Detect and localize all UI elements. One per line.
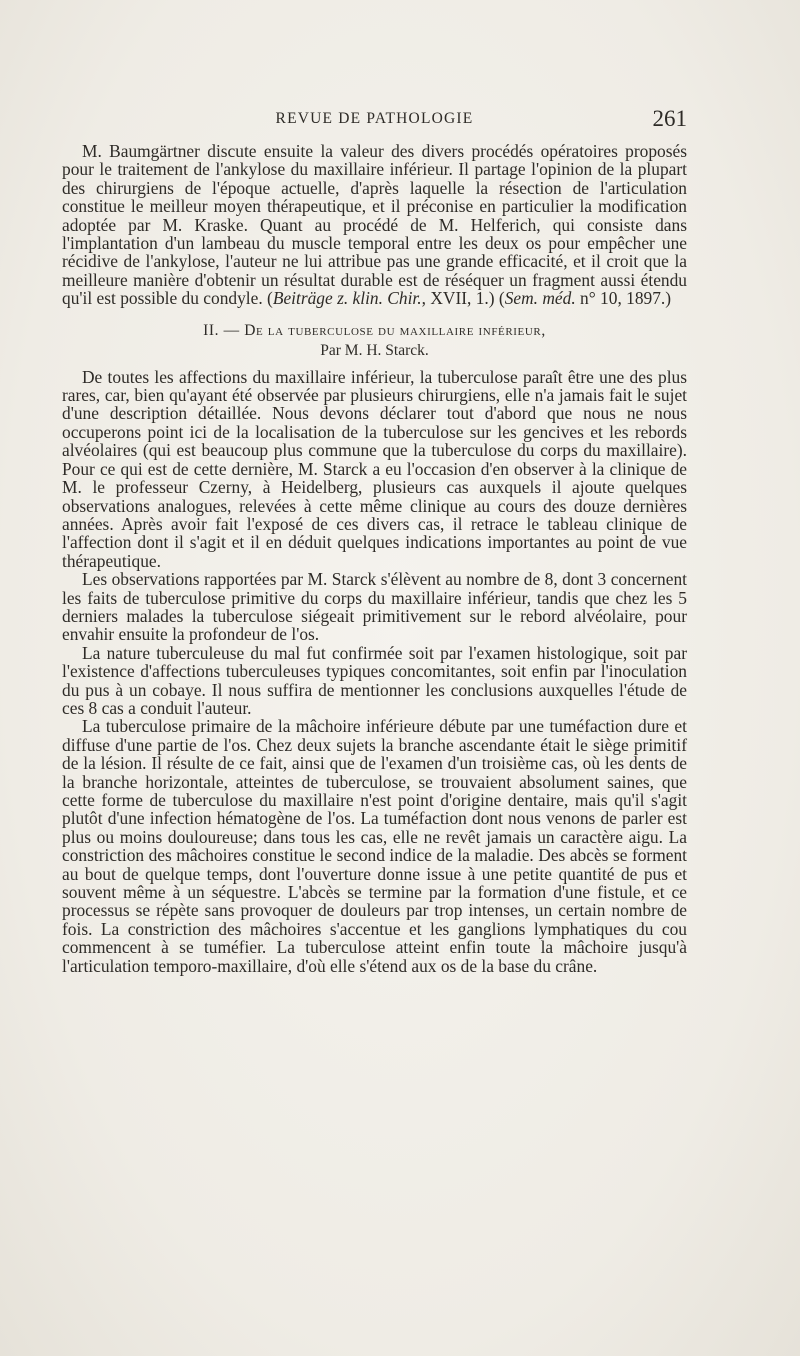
paragraph-2: Les observations rapportées par M. Starck s'élèvent au nombre de 8, dont 3 concernent les faits de tuberculose primitive du corps du maxillaire inférieur, tandis que chez les 5 derniers malades la tuberculose siégeait primitivement sur le rebord alvéolaire, pour envahir ensuite la profondeur de l'os. <box>62 569 687 645</box>
intro-text: M. Baumgärtner discute ensuite la valeur des divers procédés opératoires proposés pour le traitement de l'ankylose du maxillaire inférieur. Il partage l'opinion de la plupart des chirurgiens de l'époque actuelle, d'après laquelle la résection de l'articulation constitue le meilleur moyen thérapeutique, et il préconise en particulier la modification adoptée par M. Kraske. Quant au procédé de M. Helferich, qui consiste dans l'implantation d'un lambeau du muscle temporal entre les deux os pour empêcher une récidive de l'ankylose, l'auteur ne lui attribue pas une grande efficacité, et il croit que la meilleure manière d'obtenir un résultat durable est de réséquer un fragment aussi étendu qu'il est possible du condyle. <box>62 141 687 309</box>
ref-journal: Beiträge z. klin. Chir. <box>272 288 422 309</box>
author-line: Par M. H. Starck. <box>320 341 429 359</box>
page-header <box>62 106 687 136</box>
ref-end: n° 10, 1897.) <box>575 288 672 309</box>
intro-paragraph <box>62 142 687 308</box>
ref-sem-med: Sem. méd. <box>504 288 576 309</box>
paragraph-4: La tuberculose primaire de la mâchoire inférieure débute par une tuméfaction dure et diffuse d'une partie de l'os. Chez deux sujets la branche ascendante était le siège primitif de la lésion. Il résulte de ce fait, ainsi que de l'examen d'un troisième cas, où les dents de la branche horizontale, atteintes de tuberculose, se trouvaient absolument saines, que cette forme de tuberculose du maxillaire n'est point d'origine dentaire, mais qu'il s'agit plutôt d'une infection hématogène de l'os. La tuméfaction dont nous venons de parler est plus ou moins douloureuse; dans tous les cas, elle ne revêt jamais un caractère aigu. La constriction des mâchoires constitue le second indice de la maladie. Des abcès se forment au bout de quelque temps, dont l'ouverture donne issue à une petite quantité de pus et souvent même à un séquestre. L'abcès se termine par la formation d'une fistule, et ce processus se répète sans provoquer de douleurs par trop intenses, un certain nombre de fois. La constriction des mâchoires s'accentue et les ganglions lymphatiques du cou commencent à se tuméfier. La tuberculose atteint enfin toute la mâchoire jusqu'à l'articulation temporo-maxillaire, d'où elle s'étend aux os de la base du crâne. <box>62 716 687 976</box>
page-number: 261 <box>652 106 687 131</box>
body-text <box>62 142 687 975</box>
section-heading: II. — De la tuberculose du maxillaire inférieur, <box>203 321 546 339</box>
paragraph-1: De toutes les affections du maxillaire inférieur, la tuberculose paraît être une des plus rares, car, bien qu'ayant été observée par plusieurs chirurgiens, elle n'a jamais fait le sujet d'une description détaillée. Nous devons déclarer tout d'abord que nous ne nous occuperons point ici de la localisation de la tuberculose sur les gencives et les rebords alvéolaires (qui est beaucoup plus commune que la tuberculose du corps du maxillaire). Pour ce qui est de cette dernière, M. Starck a eu l'occasion d'en observer à la clinique de M. le professeur Czerny, à Heidelberg, plusieurs cas auxquels il ajoute quelques observations analogues, relevées à cette même clinique au cours des douze dernières années. Après avoir fait l'exposé de ces divers cas, il retrace le tableau clinique de l'affection dont il s'agit et il en déduit quelques indications importantes au point de vue thérapeutique. <box>62 366 687 571</box>
running-title: REVUE DE PATHOLOGIE <box>275 110 474 127</box>
ref-volume: , XVII, 1.) ( <box>421 288 505 309</box>
ref-open: ( <box>267 288 273 309</box>
paragraph-3: La nature tuberculeuse du mal fut confirmée soit par l'examen histologique, soit par l'existence d'affections tuberculeuses typiques concomitantes, soit enfin par l'inoculation du pus à un cobaye. Il nous suffira de mentionner les conclusions auxquelles l'étude de ces 8 cas a conduit l'auteur. <box>62 642 687 718</box>
